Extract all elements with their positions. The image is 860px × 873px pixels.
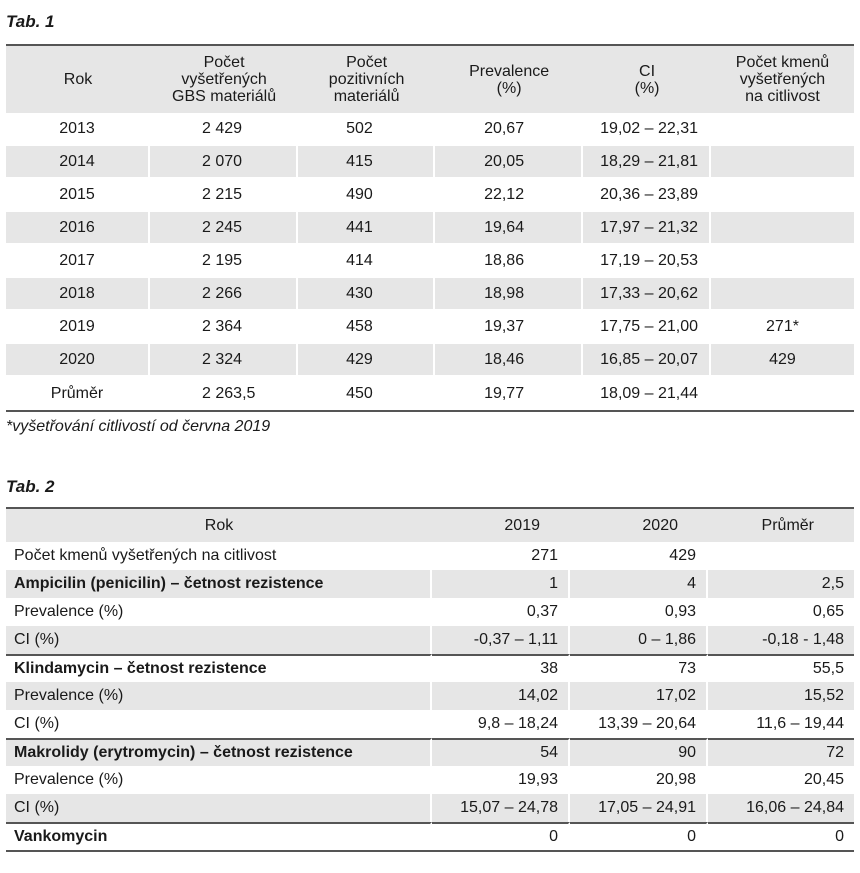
table-row bbox=[6, 570, 854, 598]
cell-y2020: 90 bbox=[570, 738, 708, 766]
cell-y2020: 20,98 bbox=[570, 766, 708, 794]
table-row bbox=[6, 146, 854, 179]
cell-avg: 16,06 – 24,84 bbox=[708, 794, 854, 822]
cell-avg: 0 bbox=[708, 822, 854, 850]
cell-kmen bbox=[711, 113, 854, 146]
cell-y2019: 9,8 – 18,24 bbox=[432, 710, 570, 738]
cell-prev: 18,86 bbox=[435, 245, 583, 278]
table-row bbox=[6, 179, 854, 212]
cell-prev: 20,05 bbox=[435, 146, 583, 179]
header-line: materiálů bbox=[333, 88, 400, 105]
cell-kmen: 271* bbox=[711, 311, 854, 344]
cell-avg: 20,45 bbox=[803, 771, 844, 788]
cell-y2020: 0 bbox=[570, 822, 708, 850]
cell-rok: 2015 bbox=[6, 179, 150, 212]
cell-label: Ampicilin (penicilin) – četnost rezistence bbox=[6, 570, 432, 598]
cell-pocet: 2 266 bbox=[150, 278, 298, 311]
cell-kmen bbox=[711, 377, 854, 410]
cell-y2020: 429 bbox=[570, 542, 708, 570]
cell-label: CI (%) bbox=[6, 626, 432, 654]
table-row bbox=[6, 710, 854, 738]
cell-poz: 441 bbox=[298, 212, 435, 245]
table1-caption: Tab. 1 bbox=[6, 12, 55, 31]
cell-avg bbox=[708, 542, 854, 570]
cell-y2020: 73 bbox=[570, 654, 708, 682]
table-row bbox=[6, 542, 854, 570]
header-rok: Rok bbox=[6, 46, 150, 113]
table1-footnote: *vyšetřování citlivostí od června 2019 bbox=[6, 418, 271, 435]
cell-avg: 0,65 bbox=[812, 603, 844, 620]
cell-pocet: 2 195 bbox=[150, 245, 298, 278]
cell-y2019: 38 bbox=[432, 654, 570, 682]
cell-y2019: 0 bbox=[432, 822, 570, 850]
header-line: (%) bbox=[634, 79, 660, 97]
cell-poz: 414 bbox=[298, 245, 435, 278]
cell-poz: 450 bbox=[298, 377, 435, 410]
cell-poz: 490 bbox=[298, 179, 435, 212]
table-row bbox=[6, 278, 854, 311]
cell-y2019: 19,93 bbox=[432, 766, 570, 794]
cell-pocet: 2 215 bbox=[150, 179, 298, 212]
cell-y2019: 14,02 bbox=[432, 682, 570, 710]
cell-y2020: 0,93 bbox=[570, 598, 708, 626]
table-row bbox=[6, 654, 854, 682]
cell-rok: 2014 bbox=[6, 146, 150, 179]
cell-pocet: 2 364 bbox=[150, 311, 298, 344]
header-ci bbox=[583, 46, 711, 113]
cell-y2020: 13,39 – 20,64 bbox=[570, 710, 708, 738]
cell-ci: 17,19 – 20,53 bbox=[583, 245, 711, 278]
cell-label: Vankomycin bbox=[6, 822, 432, 850]
cell-rok: 2019 bbox=[6, 311, 150, 344]
table-row bbox=[6, 377, 854, 410]
cell-poz: 430 bbox=[298, 278, 435, 311]
cell-prev: 22,12 bbox=[435, 179, 583, 212]
table-row bbox=[6, 682, 854, 710]
cell-label: CI (%) bbox=[6, 710, 432, 738]
header-line: Počet bbox=[346, 54, 388, 71]
cell-ci: 18,09 – 21,44 bbox=[583, 377, 711, 410]
table2 bbox=[6, 507, 854, 852]
cell-ci: 17,75 – 21,00 bbox=[583, 311, 711, 344]
table-row bbox=[6, 245, 854, 278]
table-row bbox=[6, 212, 854, 245]
header-prevalence bbox=[435, 46, 583, 113]
cell-kmen bbox=[711, 146, 854, 179]
cell-y2020: 0 – 1,86 bbox=[570, 626, 708, 654]
cell-y2019: 54 bbox=[432, 738, 570, 766]
cell-prev: 18,46 bbox=[435, 344, 583, 377]
header-pocet-vysetrenych bbox=[150, 46, 298, 113]
cell-avg: 2,5 bbox=[708, 570, 854, 598]
header-pocet-kmenu bbox=[711, 46, 854, 113]
cell-pocet: 2 429 bbox=[150, 113, 298, 146]
cell-y2019: 271 bbox=[432, 542, 570, 570]
cell-ci: 19,02 – 22,31 bbox=[583, 113, 711, 146]
cell-rok: 2013 bbox=[6, 113, 150, 146]
cell-kmen: 429 bbox=[711, 344, 854, 377]
cell-pocet: 2 324 bbox=[150, 344, 298, 377]
header-2019: 2019 bbox=[432, 509, 570, 542]
header-line: vyšetřených bbox=[181, 71, 267, 88]
table-row bbox=[6, 822, 854, 850]
table1 bbox=[6, 44, 854, 412]
table2-caption: Tab. 2 bbox=[6, 477, 55, 496]
cell-ci: 20,36 – 23,89 bbox=[583, 179, 711, 212]
cell-avg: 55,5 bbox=[708, 654, 854, 682]
cell-y2019: 0,37 bbox=[432, 598, 570, 626]
cell-kmen bbox=[711, 278, 854, 311]
cell-label: Prevalence (%) bbox=[6, 766, 432, 794]
cell-rok: Průměr bbox=[6, 377, 150, 410]
cell-avg: 11,6 – 19,44 bbox=[756, 715, 844, 732]
cell-label: Prevalence (%) bbox=[6, 682, 432, 710]
header-rok: Rok bbox=[6, 509, 432, 542]
cell-poz: 429 bbox=[298, 344, 435, 377]
header-line: CI bbox=[639, 62, 656, 80]
header-line: GBS materiálů bbox=[172, 88, 277, 105]
header-line: (%) bbox=[496, 79, 522, 97]
cell-poz: 415 bbox=[298, 146, 435, 179]
cell-label: Makrolidy (erytromycin) – četnost rezistence bbox=[6, 738, 432, 766]
cell-prev: 18,98 bbox=[435, 278, 583, 311]
cell-pocet: 2 070 bbox=[150, 146, 298, 179]
cell-y2019: 15,07 – 24,78 bbox=[432, 794, 570, 822]
cell-poz: 502 bbox=[298, 113, 435, 146]
cell-avg: 15,52 bbox=[708, 682, 854, 710]
cell-y2020: 17,02 bbox=[570, 682, 708, 710]
cell-prev: 20,67 bbox=[435, 113, 583, 146]
cell-ci: 18,29 – 21,81 bbox=[583, 146, 711, 179]
table-row bbox=[6, 344, 854, 377]
header-pocet-pozitivnich bbox=[298, 46, 435, 113]
cell-kmen bbox=[711, 179, 854, 212]
table2-header-row bbox=[6, 509, 854, 542]
cell-pocet: 2 263,5 bbox=[150, 377, 298, 410]
cell-ci: 17,33 – 20,62 bbox=[583, 278, 711, 311]
header-2020: 2020 bbox=[570, 509, 708, 542]
cell-prev: 19,77 bbox=[435, 377, 583, 410]
cell-rok: 2018 bbox=[6, 278, 150, 311]
cell-y2019: -0,37 – 1,11 bbox=[432, 626, 570, 654]
header-prumer: Průměr bbox=[708, 509, 854, 542]
header-line: Počet bbox=[203, 54, 245, 71]
cell-rok: 2016 bbox=[6, 212, 150, 245]
cell-label: Prevalence (%) bbox=[6, 598, 432, 626]
header-line: vyšetřených bbox=[739, 71, 826, 88]
cell-avg: -0,18 - 1,48 bbox=[708, 626, 854, 654]
table-row bbox=[6, 738, 854, 766]
cell-kmen bbox=[711, 212, 854, 245]
table-row bbox=[6, 766, 854, 794]
cell-label: Klindamycin – četnost rezistence bbox=[6, 654, 432, 682]
cell-prev: 19,64 bbox=[435, 212, 583, 245]
cell-rok: 2020 bbox=[6, 344, 150, 377]
header-line: pozitivních bbox=[328, 71, 405, 88]
header-line: Počet kmenů bbox=[735, 54, 830, 71]
cell-prev: 19,37 bbox=[435, 311, 583, 344]
cell-y2020: 17,05 – 24,91 bbox=[570, 794, 708, 822]
table-row bbox=[6, 626, 854, 654]
table-row bbox=[6, 311, 854, 344]
header-line: Prevalence bbox=[469, 62, 550, 80]
cell-ci: 16,85 – 20,07 bbox=[583, 344, 711, 377]
cell-kmen bbox=[711, 245, 854, 278]
cell-y2019: 1 bbox=[432, 570, 570, 598]
cell-ci: 17,97 – 21,32 bbox=[583, 212, 711, 245]
cell-label: CI (%) bbox=[6, 794, 432, 822]
table-row bbox=[6, 113, 854, 146]
table-row bbox=[6, 598, 854, 626]
table-row bbox=[6, 794, 854, 822]
cell-poz: 458 bbox=[298, 311, 435, 344]
cell-rok: 2017 bbox=[6, 245, 150, 278]
cell-pocet: 2 245 bbox=[150, 212, 298, 245]
cell-y2020: 4 bbox=[570, 570, 708, 598]
cell-avg: 72 bbox=[708, 738, 854, 766]
cell-label: Počet kmenů vyšetřených na citlivost bbox=[6, 542, 432, 570]
header-line: na citlivost bbox=[745, 88, 820, 105]
table1-header-row bbox=[6, 46, 854, 113]
